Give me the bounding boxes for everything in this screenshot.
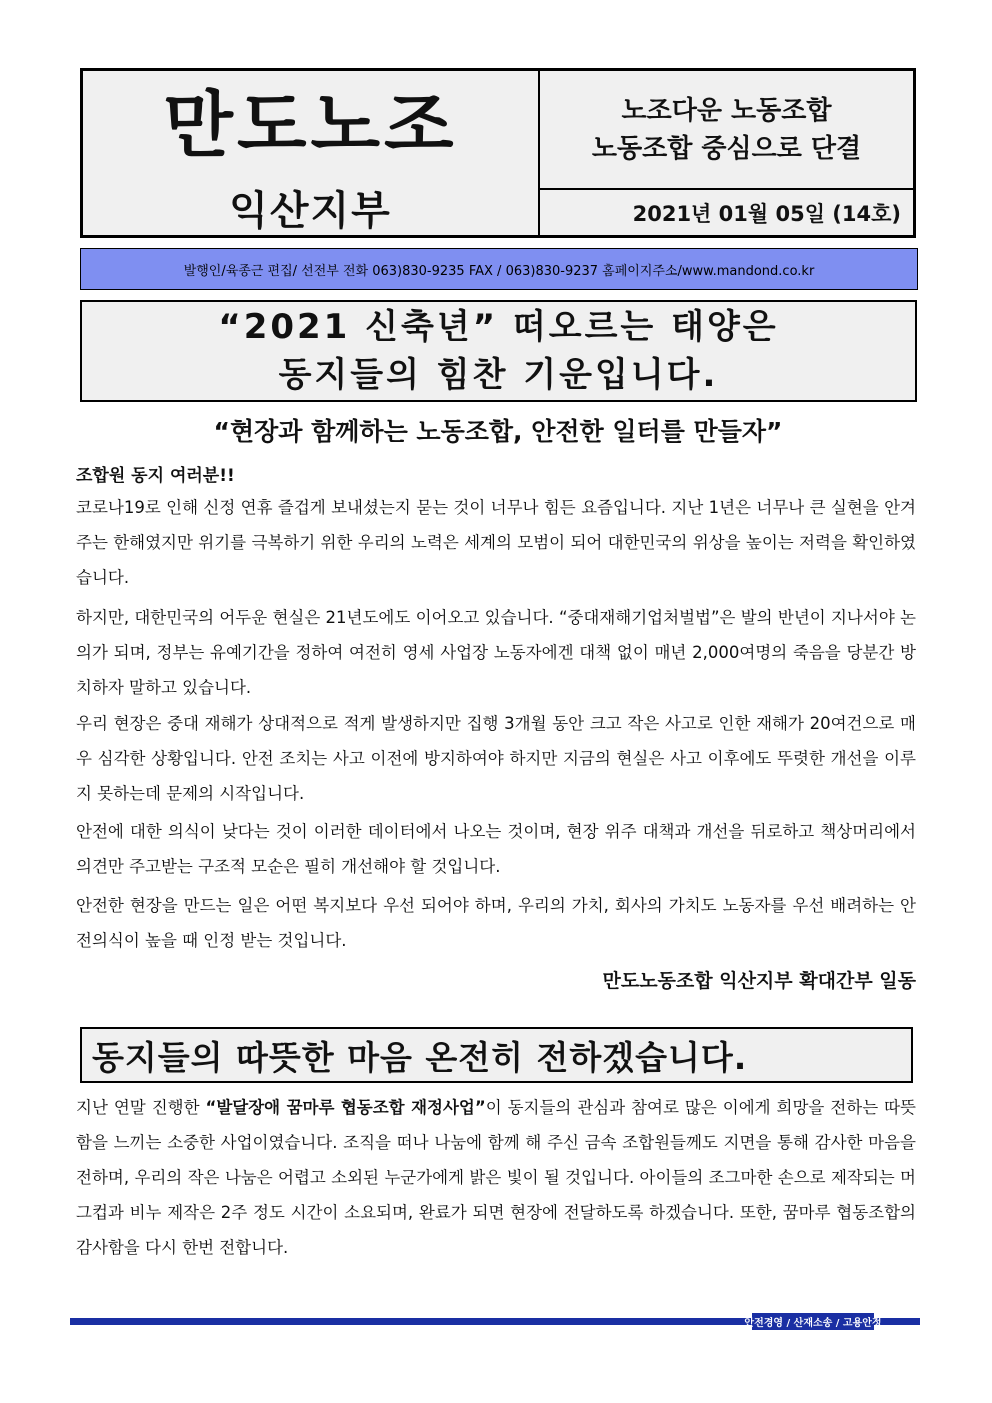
article1-signature: 만도노동조합 익산지부 확대간부 일동: [602, 970, 916, 992]
publisher-bar: 발행인/육종근 편집/ 선전부 전화 063)830-9235 FAX / 063)830-9237 홈페이지주소/www.mandond.co.kr: [80, 248, 918, 290]
masthead: [80, 68, 916, 238]
footer-badge: 안전경영 / 산재소송 / 고용안정: [752, 1313, 874, 1330]
article1-paragraph-1: 코로나19로 인해 신정 연휴 즐겁게 보내셨는지 묻는 것이 너무나 힘든 요즘입니다. 지난 1년은 너무나 큰 실현을 안겨주는 한해였지만 위기를 극복하기 위한 우리의 노력은 세계의 모범이 되어 대한민국의 위상을 높이는 저력을 확인하였습니다.: [76, 498, 916, 587]
slogan-line-2: 노동조합 중심으로 단결: [591, 133, 862, 164]
article2-highlight: “발달장애 꿈마루 협동조합 재정사업”: [205, 1098, 486, 1117]
article1-paragraph-2: 하지만, 대한민국의 어두운 현실은 21년도에도 이어오고 있습니다. “중대재해기업처벌법”은 발의 반년이 지나서야 논의가 되며, 정부는 유예기간을 정하여 여전히 영세 사업장 노동자에겐 대책 없이 매년 2,000여명의 죽음을 당분간 방치하자 말하고 있습니다.: [76, 608, 916, 697]
article1-paragraph-3: 우리 현장은 중대 재해가 상대적으로 적게 발생하지만 집행 3개월 동안 크고 작은 사고로 인한 재해가 20여건으로 매우 심각한 상황입니다. 안전 조치는 사고 이전에 방지하여야 하지만 지금의 현실은 사고 이후에도 뚜렷한 개선을 이루지 못하는데 문제의 시작입니다.: [76, 714, 916, 803]
article2-intro: 지난 연말 진행한: [76, 1098, 206, 1117]
slogan-line-1: 노조다운 노동조합: [621, 95, 832, 126]
branch-name: 익산지부: [229, 188, 392, 234]
newsletter-title: 만도노조: [163, 83, 458, 167]
article1-subheadline: “현장과 함께하는 노동조합, 안전한 일터를 만들자”: [213, 417, 783, 446]
article1-headline-line-1: “2021 신축년” 떠오르는 태양은: [218, 307, 779, 347]
article1-paragraph-5: 안전한 현장을 만드는 일은 어떤 복지보다 우선 되어야 하며, 우리의 가치, 회사의 가치도 노동자를 우선 배려하는 안전의식이 높을 때 인정 받는 것입니다.: [76, 896, 916, 950]
issue-date: 2021년 01월 05일 (14호): [632, 201, 901, 226]
article1-headline-line-2: 동지들의 힘찬 기운입니다.: [278, 355, 719, 395]
article2-paragraph: [76, 1090, 916, 1265]
masthead-info-box: [540, 71, 913, 235]
greeting: 조합원 동지 여러분!!: [76, 466, 235, 486]
article2-body: 이 동지들의 관심과 참여로 많은 이에게 희망을 전하는 따뜻함을 느끼는 소중한 사업이였습니다. 조직을 떠나 나눔에 함께 해 주신 금속 조합원들께도 지면을 통해 감사한 마음을 전하며, 우리의 작은 나눔은 어렵고 소외된 누군가에게 밝은 빛이 될 것입니다. 아이들의 조그마한 손으로 제작되는 머그컵과 비누 제작은 2주 정도 시간이 소요되며, 완료가 되면 현장에 전달하도록 하겠습니다. 또한, 꿈마루 협동조합의 감사함을 다시 한번 전합니다.: [76, 1098, 916, 1257]
article2-headline: 동지들의 따뜻한 마음 온전히 전하겠습니다.: [80, 1027, 913, 1083]
masthead-title-box: [83, 71, 540, 235]
slogan: [540, 71, 913, 190]
article1-paragraph-4: 안전에 대한 의식이 낮다는 것이 이러한 데이터에서 나오는 것이며, 현장 위주 대책과 개선을 뒤로하고 책상머리에서 의견만 주고받는 구조적 모순은 필히 개선해야 할 것입니다.: [76, 822, 916, 876]
article1-headline: [80, 300, 917, 402]
